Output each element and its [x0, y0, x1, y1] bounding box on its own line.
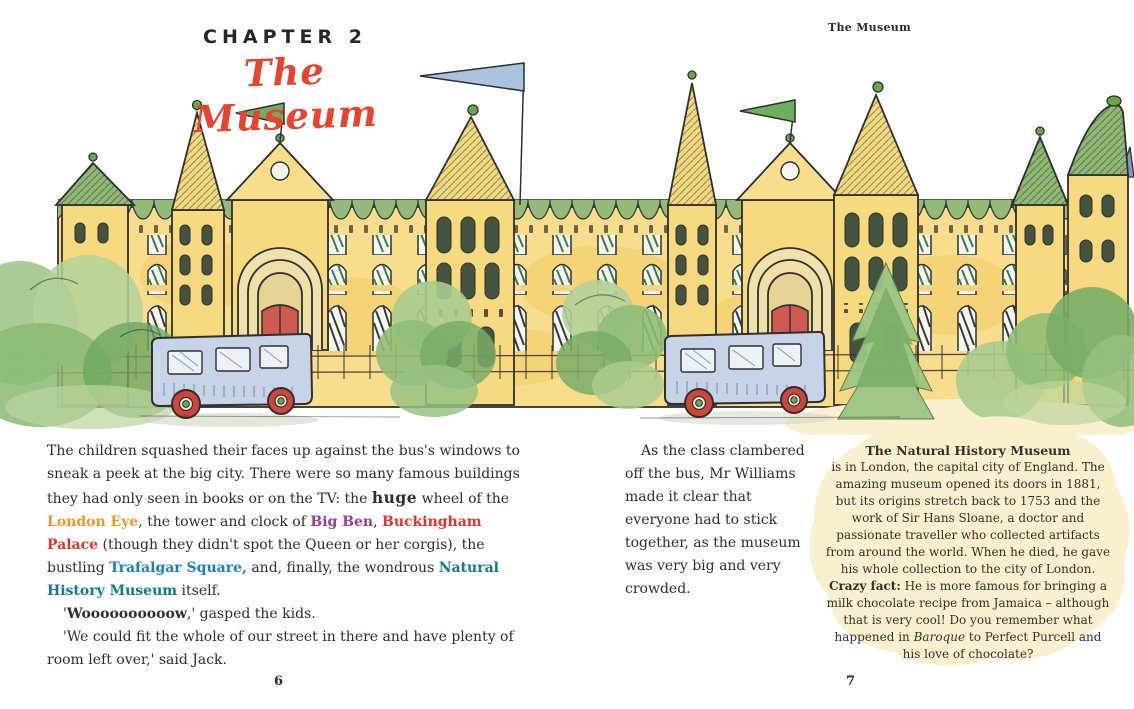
rose-window: [781, 162, 799, 180]
wow-word: Woooooooooow: [66, 606, 187, 622]
bus-wheel: [268, 388, 294, 414]
entrance-pavilion-right: [737, 100, 843, 350]
huge-word: huge: [371, 488, 418, 507]
london-eye-label: London Eye: [47, 514, 139, 530]
bus-wheel: [172, 390, 200, 418]
chapter-title: The Museum: [192, 48, 379, 142]
story-paragraph-1: The children squashed their faces up against the bus's windows to sneak a peek at the big city. There were so many famous buildings they had only seen in books or on the TV: the huge wheel of the London Eye, the tower and clock of Big Ben, Buckingham Palace (though they didn't spot the Queen or her corgis), the bustling Trafalgar Square, and, finally, the wondrous Natural History Museum itself.: [47, 443, 520, 599]
bus-wheel: [685, 389, 713, 417]
museum-illustration: [0, 55, 1134, 435]
page-number-left: 6: [274, 674, 284, 689]
chapter-kicker: CHAPTER 2: [203, 26, 367, 48]
crazy-fact-label: Crazy fact:: [828, 579, 901, 593]
story-middle-column: [625, 440, 811, 601]
story-left-column: [47, 440, 525, 672]
story-paragraph-2: 'Woooooooooow,' gasped the kids.: [63, 606, 316, 622]
natural-history-museum-label: Natural History Museum: [47, 560, 499, 599]
bus-wheel: [781, 387, 807, 413]
big-ben-label: Big Ben: [310, 514, 374, 530]
story-paragraph-4: As the class clambered off the bus, Mr Williams made it clear that everyone had to stick together, as the museum was very big and very crowded.: [625, 443, 805, 597]
running-head: The Museum: [828, 21, 912, 34]
fact-bubble: [798, 412, 1134, 680]
green-flag-icon: [740, 100, 795, 122]
rose-window: [271, 162, 289, 180]
trafalgar-square-label: Trafalgar Square,: [109, 560, 247, 576]
page-number-right: 7: [846, 674, 856, 689]
chapter-heading: [180, 26, 390, 142]
blue-pennant-icon: [420, 63, 524, 91]
fact-bubble-title: The Natural History Museum: [865, 443, 1071, 458]
buckingham-palace-label: Buckingham Palace: [47, 514, 482, 553]
story-paragraph-3: 'We could fit the whole of our street in there and have plenty of room left over,' said Jack.: [47, 629, 514, 668]
entrance-pavilion-left: [227, 103, 333, 350]
book-title-baroque: Baroque: [913, 630, 966, 644]
fact-bubble-text: [824, 442, 1112, 663]
fact-bubble-body: is in London, the capital city of England. The amazing museum opened its doors in 1881, but its origins stretch back to 1753 and the work of Sir Hans Sloane, a doctor and passionate traveller who collected artifacts from around the world. When he died, he gave his whole collection to the city of London. Crazy fact: He is more famous for bringing a milk chocolate recipe from Jamaica – although that is very cool! Do you remember what happened in Baroque to Perfect Purcell and his love of chocolate?: [825, 460, 1111, 661]
